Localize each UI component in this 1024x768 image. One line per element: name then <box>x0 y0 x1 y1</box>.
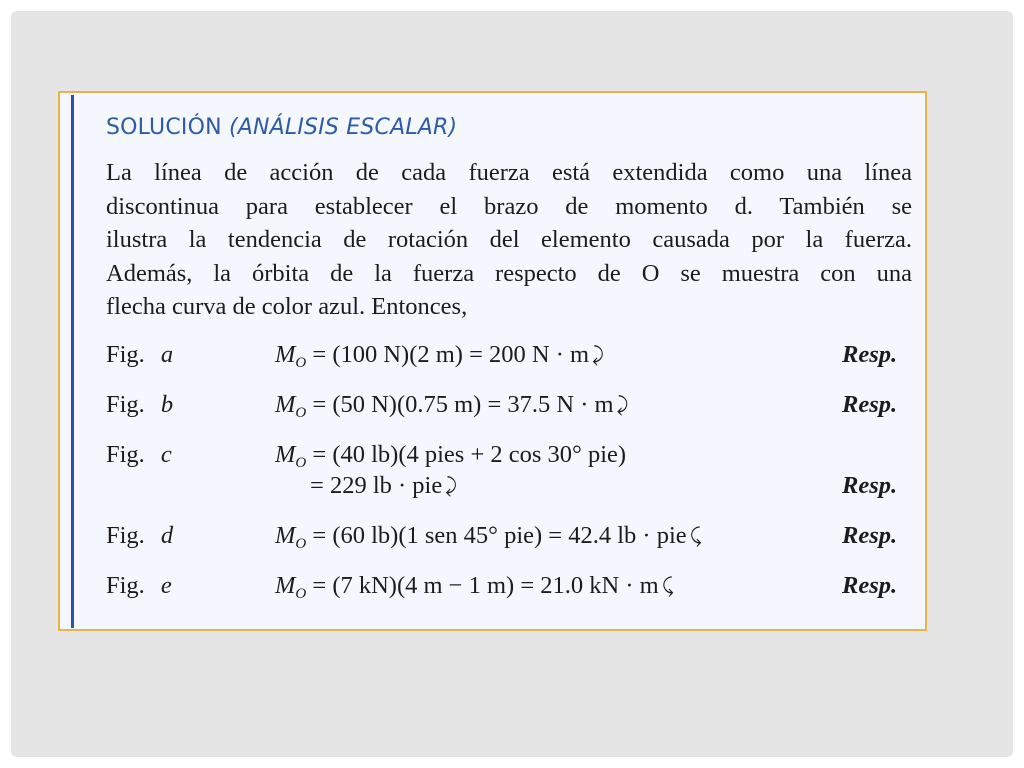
paragraph-line: Además, la órbita de la fuerza respecto de O se muestra con una <box>106 259 912 287</box>
fig-word: Fig. <box>106 572 145 599</box>
fig-label <box>106 441 172 469</box>
moment-equation <box>275 572 674 603</box>
equation-expression: = (100 N)(2 m) = 200 N · m <box>306 341 590 368</box>
equation-expression: = (50 N)(0.75 m) = 37.5 N · m <box>306 391 614 418</box>
fig-letter: e <box>160 572 172 599</box>
moment-symbol <box>275 391 307 421</box>
moment-symbol <box>275 572 307 602</box>
counterclockwise-arrow-icon: ⤹ <box>689 525 702 547</box>
moment-subscript: O <box>295 355 307 371</box>
heading-italic: (ANÁLISIS ESCALAR) <box>228 115 458 140</box>
fig-word: Fig. <box>106 441 145 468</box>
moment-letter: M <box>275 341 296 368</box>
paragraph-line: discontinua para establecer el brazo de momento d. También se <box>106 192 912 220</box>
heading-main: SOLUCIÓN <box>106 115 229 140</box>
moment-symbol <box>275 441 307 471</box>
fig-letter: b <box>160 391 174 418</box>
moment-letter: M <box>275 441 296 468</box>
paragraph-line: ilustra la tendencia de rotación del elemento causada por la fuerza. <box>106 226 912 253</box>
moment-subscript: O <box>295 586 307 602</box>
fig-letter: a <box>160 341 174 368</box>
explanation-paragraph <box>106 156 912 324</box>
moment-equation <box>275 391 629 422</box>
fig-word: Fig. <box>106 341 145 368</box>
moment-equation <box>275 522 702 553</box>
counterclockwise-arrow-icon: ⤹ <box>661 575 674 597</box>
equation-row-d <box>0 522 1024 556</box>
equation-row-c-continued <box>0 472 1024 506</box>
equation-expression: = (60 lb)(1 sen 45° pie) = 42.4 lb · pie <box>306 522 687 549</box>
resp-label: Resp. <box>842 341 898 368</box>
fig-word: Fig. <box>106 522 145 549</box>
solution-heading <box>106 115 457 140</box>
resp-label: Resp. <box>842 391 898 418</box>
equation-row-b <box>0 391 1024 425</box>
equation-expression: = (7 kN)(4 m − 1 m) = 21.0 kN · m <box>306 572 659 599</box>
equation-row-e <box>0 572 1024 606</box>
fig-letter: c <box>160 441 172 468</box>
fig-label <box>106 572 172 600</box>
fig-letter: d <box>160 522 174 549</box>
equation-expression: = (40 lb)(4 pies + 2 cos 30° pie) <box>306 441 627 468</box>
equation-row-a <box>0 341 1024 375</box>
resp-label: Resp. <box>842 572 898 599</box>
fig-label <box>106 391 173 419</box>
moment-subscript: O <box>295 405 307 421</box>
moment-symbol <box>275 341 307 371</box>
fig-word: Fig. <box>106 391 145 418</box>
moment-letter: M <box>275 522 296 549</box>
fig-label <box>106 341 173 369</box>
clockwise-arrow-icon: ⤸ <box>616 394 629 416</box>
resp-label: Resp. <box>842 522 898 549</box>
moment-subscript: O <box>295 455 307 471</box>
fig-label <box>106 522 173 550</box>
paragraph-line: La línea de acción de cada fuerza está extendida como una línea <box>106 159 912 186</box>
clockwise-arrow-icon: ⤸ <box>445 475 458 497</box>
paragraph-line: flecha curva de color azul. Entonces, <box>106 293 468 320</box>
moment-equation-continued <box>310 472 457 500</box>
moment-symbol <box>275 522 307 552</box>
moment-subscript: O <box>295 536 307 552</box>
moment-equation <box>275 341 604 372</box>
clockwise-arrow-icon: ⤸ <box>592 344 605 366</box>
resp-label: Resp. <box>842 472 898 499</box>
equation-expression: = 229 lb · pie <box>310 472 443 499</box>
moment-letter: M <box>275 391 296 418</box>
moment-letter: M <box>275 572 296 599</box>
moment-equation <box>275 441 626 472</box>
equation-row-c <box>0 441 1024 475</box>
